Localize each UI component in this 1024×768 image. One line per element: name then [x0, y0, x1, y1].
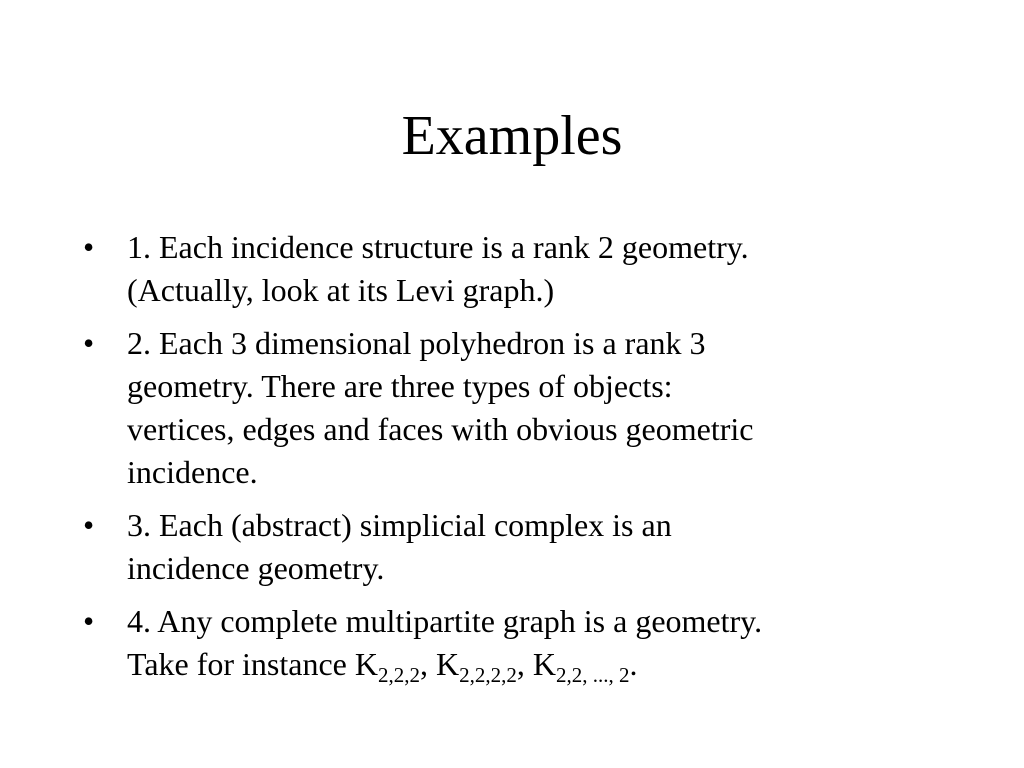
bullet-1-line-1: 1. Each incidence structure is a rank 2 geometry. [127, 229, 749, 265]
bullet-icon: • [83, 325, 95, 361]
bullet-2-line-1: 2. Each 3 dimensional polyhedron is a rank 3 [127, 325, 706, 361]
bullet-4-line-1: 4. Any complete multipartite graph is a geometry. [127, 603, 763, 639]
subscript-k222: 2,2,2 [377, 663, 420, 687]
separator-2: , K [516, 646, 556, 682]
bullet-item-4 [80, 600, 960, 686]
bullet-2-line-2: geometry. There are three types of objects: [127, 368, 673, 404]
bullet-1-line-2: (Actually, look at its Levi graph.) [127, 272, 555, 308]
subscript-k22-2: 2,2, ..., 2 [555, 663, 630, 687]
bullet-2-line-4: incidence. [127, 454, 258, 490]
bullet-3-line-2: incidence geometry. [127, 550, 385, 586]
bullet-icon: • [83, 229, 95, 265]
bullet-icon: • [83, 507, 95, 543]
line-end: . [629, 646, 638, 682]
bullet-item-3 [80, 504, 960, 590]
bullet-icon: • [83, 603, 95, 639]
bullet-list [80, 226, 960, 696]
bullet-item-2 [80, 322, 960, 494]
bullet-4-line-2-prefix: Take for instance K [127, 646, 378, 682]
bullet-3-line-1: 3. Each (abstract) simplicial complex is an [127, 507, 672, 543]
separator-1: , K [419, 646, 460, 682]
subscript-k2222: 2,2,2,2 [459, 663, 517, 687]
bullet-2-line-3: vertices, edges and faces with obvious geometric [127, 411, 754, 447]
bullet-item-1 [80, 226, 960, 312]
slide-title: Examples [401, 105, 623, 167]
